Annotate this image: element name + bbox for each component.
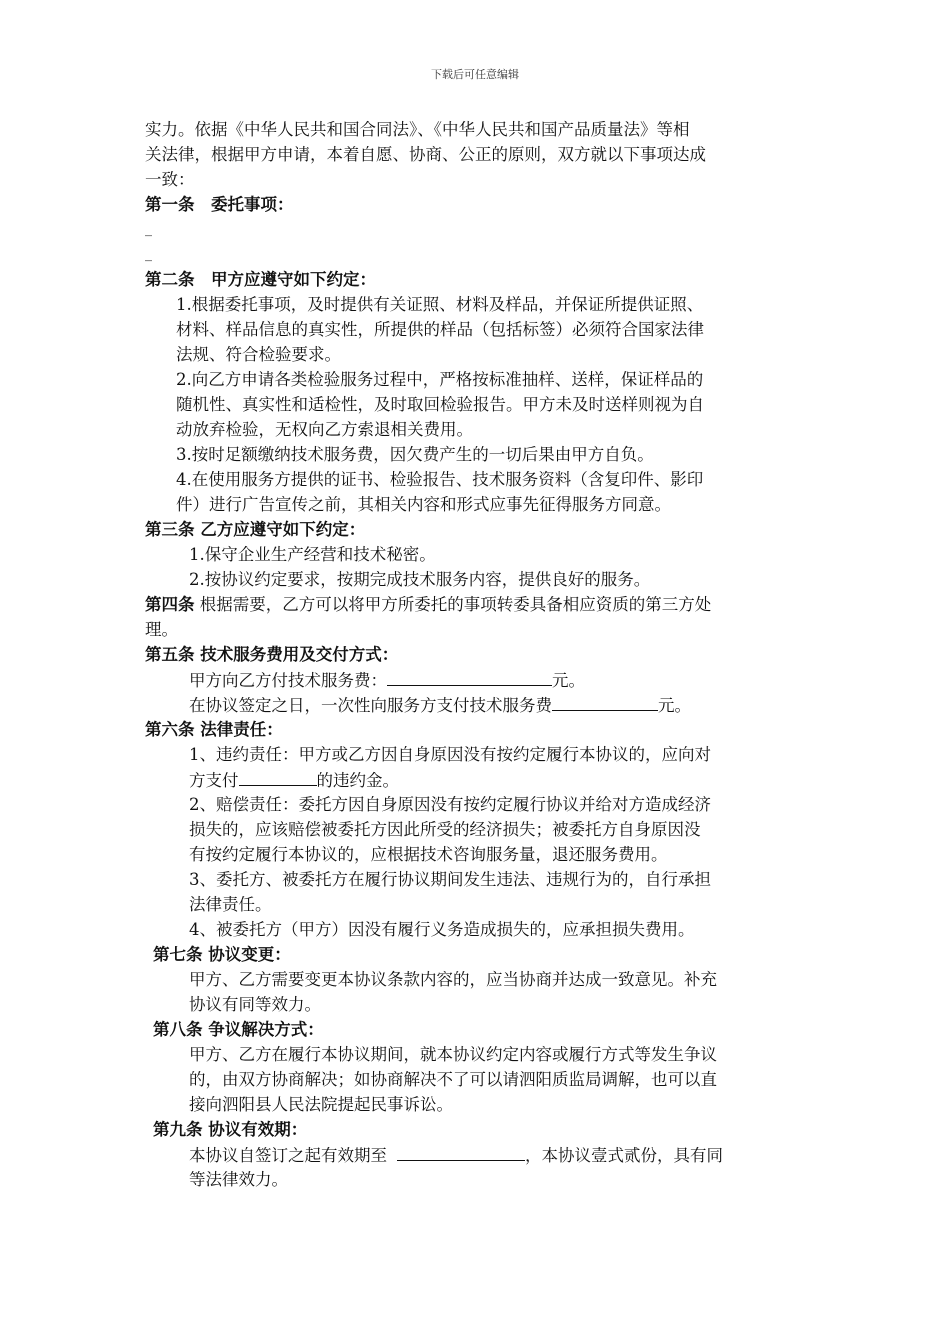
text-line: 损失的，应该赔偿被委托方因此所受的经济损失；被委托方自身原因没 [189, 820, 701, 839]
article-4-text: 根据需要，乙方可以将甲方所委托的事项转委具备相应资质的第三方处 [194, 595, 712, 614]
text-line: 3.按时足额缴纳技术服务费，因欠费产生的一切后果由甲方自负。 [176, 445, 654, 464]
payment-line [145, 692, 810, 717]
article-4-heading: 第四条 [145, 595, 195, 614]
text-line: 理。 [145, 620, 178, 639]
text-line: 甲方、乙方需要变更本协议条款内容的，应当协商并达成一致意见。补充 [189, 970, 717, 989]
blank-line: _ [145, 221, 152, 237]
text-line: 4、被委托方（甲方）因没有履行义务造成损失的，应承担损失费用。 [189, 920, 695, 939]
text-line: 1、违约责任：甲方或乙方因自身原因没有按约定履行本协议的，应向对 [189, 745, 711, 764]
article-5-heading: 第五条 技术服务费用及交付方式： [145, 645, 399, 664]
penalty-label: 方支付 [189, 771, 239, 790]
text-line: 1.保守企业生产经营和技术秘密。 [189, 545, 436, 564]
article-6-heading: 第六条 法律责任： [145, 720, 283, 739]
text-line: 动放弃检验，无权向乙方索退相关费用。 [176, 420, 473, 439]
text-line: 2、赔偿责任：委托方因自身原因没有按约定履行协议并给对方造成经济 [189, 795, 711, 814]
text-line: 实力。依据《中华人民共和国合同法》、《中华人民共和国产品质量法》等相 [145, 120, 690, 139]
validity-blank [397, 1142, 525, 1161]
article-9-heading: 第九条 协议有效期： [153, 1120, 308, 1139]
article-1-heading: 第一条 委托事项： [145, 195, 294, 214]
fee-blank [387, 667, 552, 686]
payment-unit: 元。 [658, 696, 691, 715]
article-3-heading: 第三条 乙方应遵守如下约定： [145, 520, 366, 539]
text-line: 件）进行广告宣传之前，其相关内容和形式应事先征得服务方同意。 [176, 495, 671, 514]
penalty-blank [239, 767, 317, 786]
text-line: 有按约定履行本协议的，应根据技术咨询服务量，退还服务费用。 [189, 845, 668, 864]
fee-label: 甲方向乙方付技术服务费： [189, 671, 387, 690]
blank-line: _ [145, 246, 152, 262]
text-line: 接向泗阳县人民法院提起民事诉讼。 [189, 1095, 453, 1114]
validity-label: 本协议自签订之起有效期至 [189, 1146, 387, 1165]
text-line: 协议有同等效力。 [189, 995, 321, 1014]
payment-label: 在协议签定之日，一次性向服务方支付技术服务费 [189, 696, 552, 715]
validity-suffix: ，本协议壹式贰份，具有同 [525, 1146, 723, 1165]
text-line: 材料、样品信息的真实性，所提供的样品（包括标签）必须符合国家法律 [176, 320, 704, 339]
text-line: 2.向乙方申请各类检验服务过程中，严格按标准抽样、送样，保证样品的 [176, 370, 704, 389]
penalty-line [145, 767, 810, 792]
page-header: 下载后可任意编辑 [431, 68, 519, 81]
penalty-suffix: 的违约金。 [316, 771, 399, 790]
text-line: 法律责任。 [189, 895, 272, 914]
text-line: 随机性、真实性和适检性，及时取回检验报告。甲方未及时送样则视为自 [176, 395, 704, 414]
text-line: 3、委托方、被委托方在履行协议期间发生违法、违规行为的，自行承担 [189, 870, 711, 889]
article-2-heading: 第二条 甲方应遵守如下约定： [145, 270, 376, 289]
text-line: 1.根据委托事项，及时提供有关证照、材料及样品，并保证所提供证照、 [176, 295, 704, 314]
text-line: 4.在使用服务方提供的证书、检验报告、技术服务资料（含复印件、影印 [176, 470, 704, 489]
article-8-heading: 第八条 争议解决方式： [153, 1020, 324, 1039]
text-line: 等法律效力。 [189, 1170, 288, 1189]
document-body [145, 117, 810, 1192]
text-line: 甲方、乙方在履行本协议期间，就本协议约定内容或履行方式等发生争议 [189, 1045, 717, 1064]
validity-line [145, 1142, 810, 1167]
fee-unit: 元。 [552, 671, 585, 690]
text-line: 法规、符合检验要求。 [176, 345, 341, 364]
fee-line [145, 667, 810, 692]
text-line [145, 592, 810, 617]
article-7-heading: 第七条 协议变更： [153, 945, 291, 964]
text-line: 2.按协议约定要求，按期完成技术服务内容，提供良好的服务。 [189, 570, 651, 589]
payment-blank [552, 692, 658, 711]
text-line: 一致： [145, 170, 195, 189]
text-line: 的，由双方协商解决；如协商解决不了可以请泗阳质监局调解，也可以直 [189, 1070, 717, 1089]
text-line: 关法律，根据甲方申请，本着自愿、协商、公正的原则，双方就以下事项达成 [145, 145, 706, 164]
